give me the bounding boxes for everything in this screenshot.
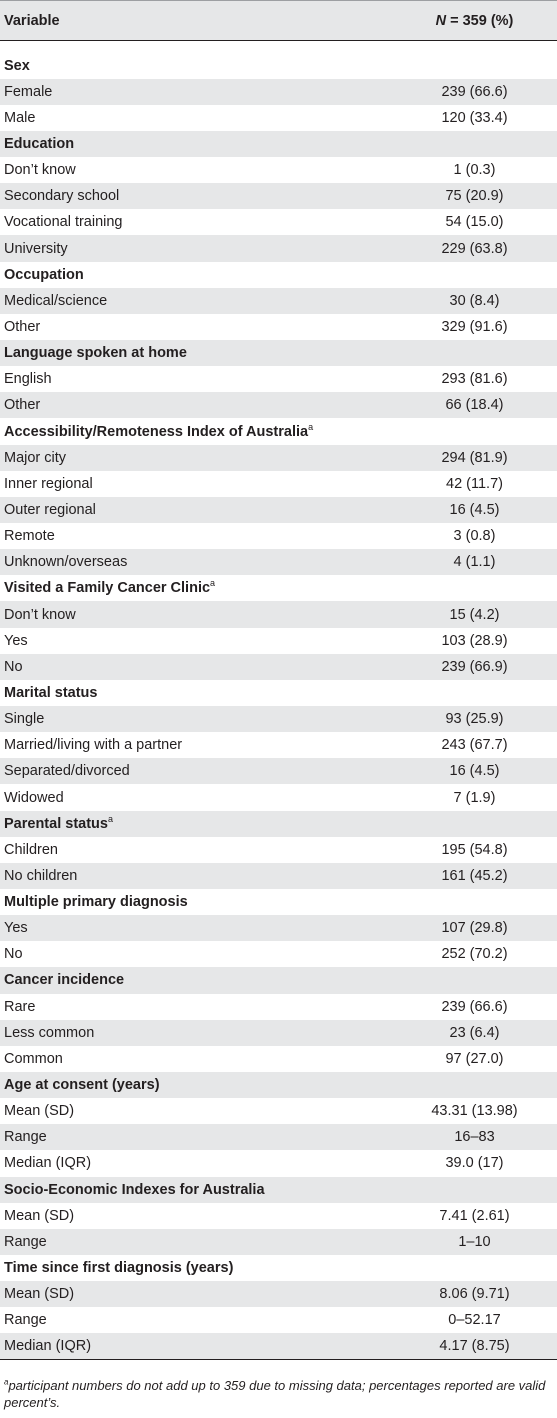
label-text: Common [4, 1050, 63, 1067]
label-text: Sex [4, 57, 30, 74]
table-row [0, 1203, 557, 1229]
row-value [392, 53, 557, 79]
section-label [0, 418, 392, 444]
table-row [0, 784, 557, 810]
row-value [392, 1177, 557, 1203]
row-value: 54 (15.0) [392, 209, 557, 235]
label-text: Remote [4, 528, 55, 545]
row-label [0, 497, 392, 523]
table-row [0, 235, 557, 261]
label-text: Occupation [4, 266, 84, 283]
row-value: 7.41 (2.61) [392, 1203, 557, 1229]
row-label [0, 209, 392, 235]
row-value: 243 (67.7) [392, 732, 557, 758]
table-row [0, 601, 557, 627]
section-label [0, 340, 392, 366]
row-label [0, 601, 392, 627]
label-text: Married/living with a partner [4, 737, 183, 754]
section-header-row [0, 575, 557, 601]
table-row [0, 732, 557, 758]
row-value: 161 (45.2) [392, 863, 557, 889]
label-text: University [4, 240, 68, 257]
table-row [0, 497, 557, 523]
label-text: Yes [4, 632, 28, 649]
row-value [392, 1072, 557, 1098]
table-row [0, 392, 557, 418]
label-text: Mean (SD) [4, 1286, 75, 1303]
row-value: 93 (25.9) [392, 706, 557, 732]
header-n-value: = 359 (%) [446, 12, 514, 29]
table-row [0, 549, 557, 575]
header-sample-size [392, 1, 557, 41]
row-label [0, 288, 392, 314]
row-label [0, 628, 392, 654]
row-label [0, 471, 392, 497]
section-header-row [0, 340, 557, 366]
label-text: Accessibility/Remoteness Index of Australia [4, 423, 309, 440]
table-row [0, 1307, 557, 1333]
table-row [0, 1046, 557, 1072]
label-text: Major city [4, 449, 67, 466]
label-text: Less common [4, 1024, 95, 1041]
table-row [0, 314, 557, 340]
row-value: 120 (33.4) [392, 105, 557, 131]
row-value: 103 (28.9) [392, 628, 557, 654]
row-label [0, 157, 392, 183]
row-value: 42 (11.7) [392, 471, 557, 497]
row-value: 1–10 [392, 1229, 557, 1255]
label-text: Rare [4, 998, 36, 1015]
table-row [0, 288, 557, 314]
row-label [0, 1124, 392, 1150]
row-value [392, 418, 557, 444]
label-text: Age at consent (years) [4, 1077, 160, 1094]
label-text: Mean (SD) [4, 1103, 75, 1120]
row-value: 16 (4.5) [392, 497, 557, 523]
section-header-row [0, 418, 557, 444]
section-header-row [0, 262, 557, 288]
row-value: 329 (91.6) [392, 314, 557, 340]
table-row [0, 445, 557, 471]
label-text: Other [4, 397, 41, 414]
row-value: 75 (20.9) [392, 183, 557, 209]
table-row [0, 915, 557, 941]
table-header [0, 1, 557, 41]
section-label [0, 1255, 392, 1281]
label-text: Medical/science [4, 292, 108, 309]
section-label [0, 1177, 392, 1203]
row-label [0, 706, 392, 732]
row-value: 16 (4.5) [392, 758, 557, 784]
section-header-row [0, 1177, 557, 1203]
table-row [0, 183, 557, 209]
footnote-ref: a [308, 421, 314, 432]
row-value: 7 (1.9) [392, 784, 557, 810]
section-label [0, 53, 392, 79]
label-text: Inner regional [4, 475, 93, 492]
label-text: Don’t know [4, 606, 76, 623]
row-value: 3 (0.8) [392, 523, 557, 549]
label-text: Yes [4, 920, 28, 937]
row-value: 252 (70.2) [392, 941, 557, 967]
row-label [0, 523, 392, 549]
table-row [0, 105, 557, 131]
table-row [0, 758, 557, 784]
section-header-row [0, 967, 557, 993]
footnote-ref: a [107, 813, 113, 824]
row-value: 229 (63.8) [392, 235, 557, 261]
section-header-row [0, 1072, 557, 1098]
label-text: Don’t know [4, 162, 76, 179]
table-row [0, 706, 557, 732]
table-footnote [4, 1377, 554, 1411]
table-row [0, 1020, 557, 1046]
table-row [0, 863, 557, 889]
label-text: Vocational training [4, 214, 123, 231]
label-text: Mean (SD) [4, 1207, 75, 1224]
section-header-row [0, 811, 557, 837]
table-row [0, 1281, 557, 1307]
table-row [0, 941, 557, 967]
footnote-text: participant numbers do not add up to 359 due to missing data; percentages reported are valid percent’s. [4, 1378, 546, 1410]
row-value [392, 1255, 557, 1281]
table-row [0, 1098, 557, 1124]
label-text: Time since first diagnosis (years) [4, 1260, 234, 1277]
label-text: Separated/divorced [4, 763, 130, 780]
row-label [0, 1046, 392, 1072]
label-text: Socio-Economic Indexes for Australia [4, 1181, 265, 1198]
label-text: Range [4, 1233, 47, 1250]
row-label [0, 654, 392, 680]
row-value: 107 (29.8) [392, 915, 557, 941]
row-value [392, 889, 557, 915]
row-value [392, 967, 557, 993]
row-value: 23 (6.4) [392, 1020, 557, 1046]
label-text: No children [4, 867, 78, 884]
row-label [0, 314, 392, 340]
row-value [392, 262, 557, 288]
row-label [0, 1203, 392, 1229]
row-value: 39.0 (17) [392, 1150, 557, 1176]
row-label [0, 784, 392, 810]
section-header-row [0, 889, 557, 915]
row-label [0, 1098, 392, 1124]
label-text: Multiple primary diagnosis [4, 894, 188, 911]
row-label [0, 235, 392, 261]
label-text: Visited a Family Cancer Clinic [4, 580, 211, 597]
label-text: Range [4, 1312, 47, 1329]
row-value: 239 (66.6) [392, 994, 557, 1020]
row-value: 43.31 (13.98) [392, 1098, 557, 1124]
table-row [0, 523, 557, 549]
row-label [0, 79, 392, 105]
row-label [0, 1333, 392, 1359]
row-value: 97 (27.0) [392, 1046, 557, 1072]
table-row [0, 1124, 557, 1150]
row-label [0, 1281, 392, 1307]
table-row [0, 366, 557, 392]
table-row [0, 209, 557, 235]
table-row [0, 157, 557, 183]
footnote-ref: a [210, 578, 216, 589]
label-text: Range [4, 1129, 47, 1146]
row-value: 195 (54.8) [392, 837, 557, 863]
table-row [0, 1150, 557, 1176]
table-row [0, 994, 557, 1020]
section-label [0, 575, 392, 601]
row-value [392, 340, 557, 366]
row-value: 239 (66.9) [392, 654, 557, 680]
spacer-row [0, 41, 557, 53]
table-row [0, 1333, 557, 1359]
section-label [0, 811, 392, 837]
row-value [392, 575, 557, 601]
label-text: Education [4, 135, 75, 152]
label-text: Widowed [4, 789, 64, 806]
label-text: Male [4, 109, 36, 126]
label-text: No [4, 946, 23, 963]
table-row [0, 1229, 557, 1255]
label-text: Outer regional [4, 501, 96, 518]
row-label [0, 863, 392, 889]
section-label [0, 262, 392, 288]
label-text: Marital status [4, 684, 98, 701]
section-label [0, 1072, 392, 1098]
row-value: 66 (18.4) [392, 392, 557, 418]
footnote-marker: a [4, 1377, 9, 1387]
row-value: 8.06 (9.71) [392, 1281, 557, 1307]
row-label [0, 1229, 392, 1255]
table-row [0, 654, 557, 680]
row-label [0, 445, 392, 471]
row-label [0, 1020, 392, 1046]
label-text: Female [4, 83, 53, 100]
row-label [0, 837, 392, 863]
section-header-row [0, 1255, 557, 1281]
row-value: 239 (66.6) [392, 79, 557, 105]
row-label [0, 758, 392, 784]
row-value: 0–52.17 [392, 1307, 557, 1333]
label-text: Unknown/overseas [4, 554, 128, 571]
table-row [0, 628, 557, 654]
section-label [0, 889, 392, 915]
label-text: Median (IQR) [4, 1338, 92, 1355]
header-n-symbol: N [435, 12, 447, 29]
table-body [0, 41, 557, 1360]
row-label [0, 941, 392, 967]
row-value: 16–83 [392, 1124, 557, 1150]
label-text: Secondary school [4, 188, 120, 205]
section-label [0, 131, 392, 157]
row-value [392, 811, 557, 837]
section-label [0, 680, 392, 706]
row-value: 15 (4.2) [392, 601, 557, 627]
row-value: 294 (81.9) [392, 445, 557, 471]
row-value: 4 (1.1) [392, 549, 557, 575]
table-row [0, 79, 557, 105]
section-header-row [0, 680, 557, 706]
label-text: Cancer incidence [4, 972, 125, 989]
row-label [0, 366, 392, 392]
row-label [0, 915, 392, 941]
row-label [0, 392, 392, 418]
label-text: Parental status [4, 815, 108, 832]
header-row [0, 1, 557, 41]
row-value: 4.17 (8.75) [392, 1333, 557, 1359]
row-value: 30 (8.4) [392, 288, 557, 314]
row-label [0, 105, 392, 131]
label-text: No [4, 658, 23, 675]
row-value: 1 (0.3) [392, 157, 557, 183]
row-label [0, 183, 392, 209]
section-header-row [0, 53, 557, 79]
row-label [0, 1150, 392, 1176]
label-text: Other [4, 318, 41, 335]
section-header-row [0, 131, 557, 157]
row-value [392, 131, 557, 157]
row-value: 293 (81.6) [392, 366, 557, 392]
row-label [0, 994, 392, 1020]
label-text: Median (IQR) [4, 1155, 92, 1172]
row-label [0, 1307, 392, 1333]
label-text: Single [4, 711, 45, 728]
row-label [0, 549, 392, 575]
table-row [0, 837, 557, 863]
row-value [392, 680, 557, 706]
row-label [0, 732, 392, 758]
label-text: Language spoken at home [4, 345, 187, 362]
label-text: English [4, 371, 52, 388]
label-text: Children [4, 841, 58, 858]
header-variable: Variable [0, 1, 392, 41]
table-row [0, 471, 557, 497]
section-label [0, 967, 392, 993]
